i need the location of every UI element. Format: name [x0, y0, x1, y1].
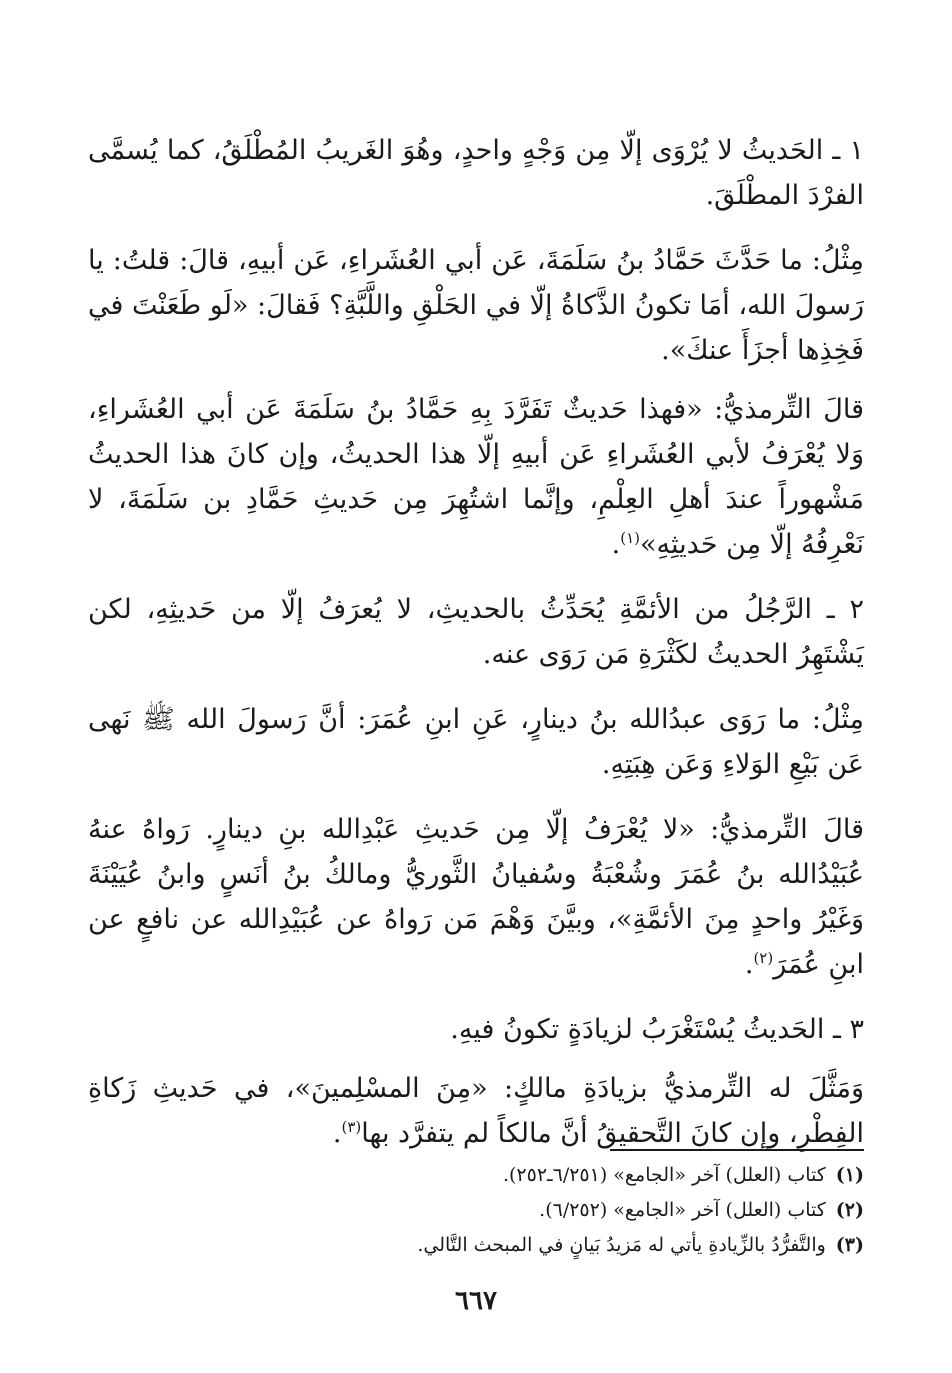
- paragraph-3-text: قالَ التِّرمذيُّ: «فهذا حَديثٌ تَفَرَّدَ بِهِ حَمَّادُ بنُ سَلَمَةَ عَن أبي العُشَراءِ، وَلا يُعْرَفُ لأبي العُشَراءِ عَن أبيهِ إلّا هذا الحديثُ، وإن كانَ هذا الحديثُ مَشْهوراً عندَ أهلِ العِلْمِ، وإنَّما اشتُهِرَ مِن حَديثِ حَمَّادِ بن سَلَمَةَ، لا نَعْرِفُهُ إلّا مِن حَديثِهِ»: [88, 394, 864, 560]
- footnote-3-text: والتَّفرُّدُ بالزِّيادةِ يأتي له مَزيدُ بَيانٍ في المبحث التَّالي.: [417, 1234, 826, 1256]
- paragraph-6-text: قالَ التِّرمذيُّ: «لا يُعْرَفُ إلّا مِن حَديثِ عَبْدِالله بنِ دينارٍ. رَواهُ عنهُ عُبَيْدُالله بنُ عُمَرَ وشُعْبَةُ وسُفيانُ الثَّوريُّ ومالكُ بنُ أنَسٍ وابنُ عُيَيْنَةَ وَغَيْرُ واحدٍ مِنَ الأئمَّةِ»، وبيَّنَ وَهْمَ مَن رَواهُ عن عُبَيْدِالله عن نافعٍ عن ابنِ عُمَرَ: [88, 814, 864, 980]
- paragraph-4: [88, 587, 864, 677]
- footnote-1-number: (١): [835, 1164, 864, 1186]
- paragraph-1-text: ١ ـ الحَديثُ لا يُرْوَى إلّا مِن وَجْهٍ واحدٍ، وهُوَ الغَريبُ المُطْلَقُ، كما يُسمَّى الفرْدَ المطْلَقَ.: [88, 135, 864, 211]
- footnote-marker-2[interactable]: (٢): [753, 949, 774, 967]
- paragraph-5-text: مِثْلُ: ما رَوَى عبدُالله بنُ دينارٍ، عَنِ ابنِ عُمَرَ: أنَّ رَسولَ الله ﷺ نَهى عَن بَيْعِ الوَلاءِ وَعَن هِبَتِهِ.: [88, 704, 864, 780]
- footnote-2-number: (٢): [835, 1199, 864, 1221]
- footnote-3: [88, 1228, 864, 1263]
- paragraph-2: [88, 238, 864, 373]
- footnotes: [88, 1158, 864, 1263]
- paragraph-1: [88, 128, 864, 218]
- page-body: [88, 128, 864, 1176]
- paragraph-5: [88, 697, 864, 787]
- footnote-3-number: (٣): [835, 1234, 864, 1256]
- paragraph-4-text: ٢ ـ الرَّجُلُ من الأئمَّةِ يُحَدِّثُ بالحديثِ، لا يُعرَفُ إلّا من حَديثِهِ، لكن يَشْتَهِرُ الحديثُ لكَثْرَةِ مَن رَوَى عنه.: [88, 594, 864, 670]
- paragraph-7-text: ٣ ـ الحَديثُ يُسْتَغْرَبُ لزيادَةٍ تكونُ فيهِ.: [450, 1014, 864, 1045]
- footnote-2: [88, 1193, 864, 1228]
- paragraph-8: وَمَثَّلَ له التِّرمذيُّ بزيادَةِ مالكٍ: «مِنَ المسْلِمينَ»، في حَديثِ زَكاةِ الفِطْرِ، وإن كانَ التَّحقيقُ أنَّ مالكاً لم يتفرَّد بها$^{(٣)}$.: [88, 1073, 864, 1149]
- footnote-marker-1[interactable]: (١): [620, 529, 640, 547]
- paragraph-6: قالَ التِّرمذيُّ: «لا يُعْرَفُ إلّا مِن حَديثِ عَبْدِالله بنِ دينارٍ. رَواهُ عنهُ عُبَيْدُالله بنُ عُمَرَ وشُعْبَةُ وسُفيانُ الثَّوريُّ ومالكُ بنُ أنَسٍ وابنُ عُيَيْنَةَ وَغَيْرُ واحدٍ مِنَ الأئمَّةِ»، وبيَّنَ وَهْمَ مَن رَواهُ عن عُبَيْدِالله عن نافعٍ عن ابنِ عُمَرَ$^{(٢)}$.: [88, 814, 864, 980]
- paragraph-7: [88, 1007, 864, 1052]
- paragraph-3: قالَ التِّرمذيُّ: «فهذا حَديثٌ تَفَرَّدَ بِهِ حَمَّادُ بنُ سَلَمَةَ عَن أبي العُشَراءِ، وَلا يُعْرَفُ لأبي العُشَراءِ عَن أبيهِ إلّا هذا الحديثُ، وإن كانَ هذا الحديثُ مَشْهوراً عندَ أهلِ العِلْمِ، وإنَّما اشتُهِرَ مِن حَديثِ حَمَّادِ بن سَلَمَةَ، لا نَعْرِفُهُ إلّا مِن حَديثِهِ»$^{(١)}$.: [88, 394, 864, 560]
- footnote-1-text: كتاب (العلل) آخر «الجامع» (٦/٢٥١ـ٢٥٢).: [502, 1164, 826, 1186]
- footnote-marker-3[interactable]: (٣): [341, 1118, 362, 1136]
- paragraph-8-text: وَمَثَّلَ له التِّرمذيُّ بزيادَةِ مالكٍ: «مِنَ المسْلِمينَ»، في حَديثِ زَكاةِ الفِطْرِ، وإن كانَ التَّحقيقُ أنَّ مالكاً لم يتفرَّد بها: [88, 1073, 864, 1149]
- footnote-divider: [610, 1149, 864, 1151]
- page-number: ٦٦٧: [455, 1286, 497, 1316]
- footnote-1: [88, 1158, 864, 1193]
- paragraph-2-text: مِثْلُ: ما حَدَّثَ حَمَّادُ بنُ سَلَمَةَ، عَن أبي العُشَراءِ، عَن أبيهِ، قالَ: قلتُ: يا رَسولَ الله، أمَا تكونُ الذَّكاةُ إلّا في الحَلْقِ واللَّبَّةِ؟ فَقالَ: «لَو طَعَنْتَ في فَخِذِها أجزَأَ عنكَ».: [88, 245, 864, 366]
- footnote-2-text: كتاب (العلل) آخر «الجامع» (٦/٢٥٢).: [539, 1199, 826, 1221]
